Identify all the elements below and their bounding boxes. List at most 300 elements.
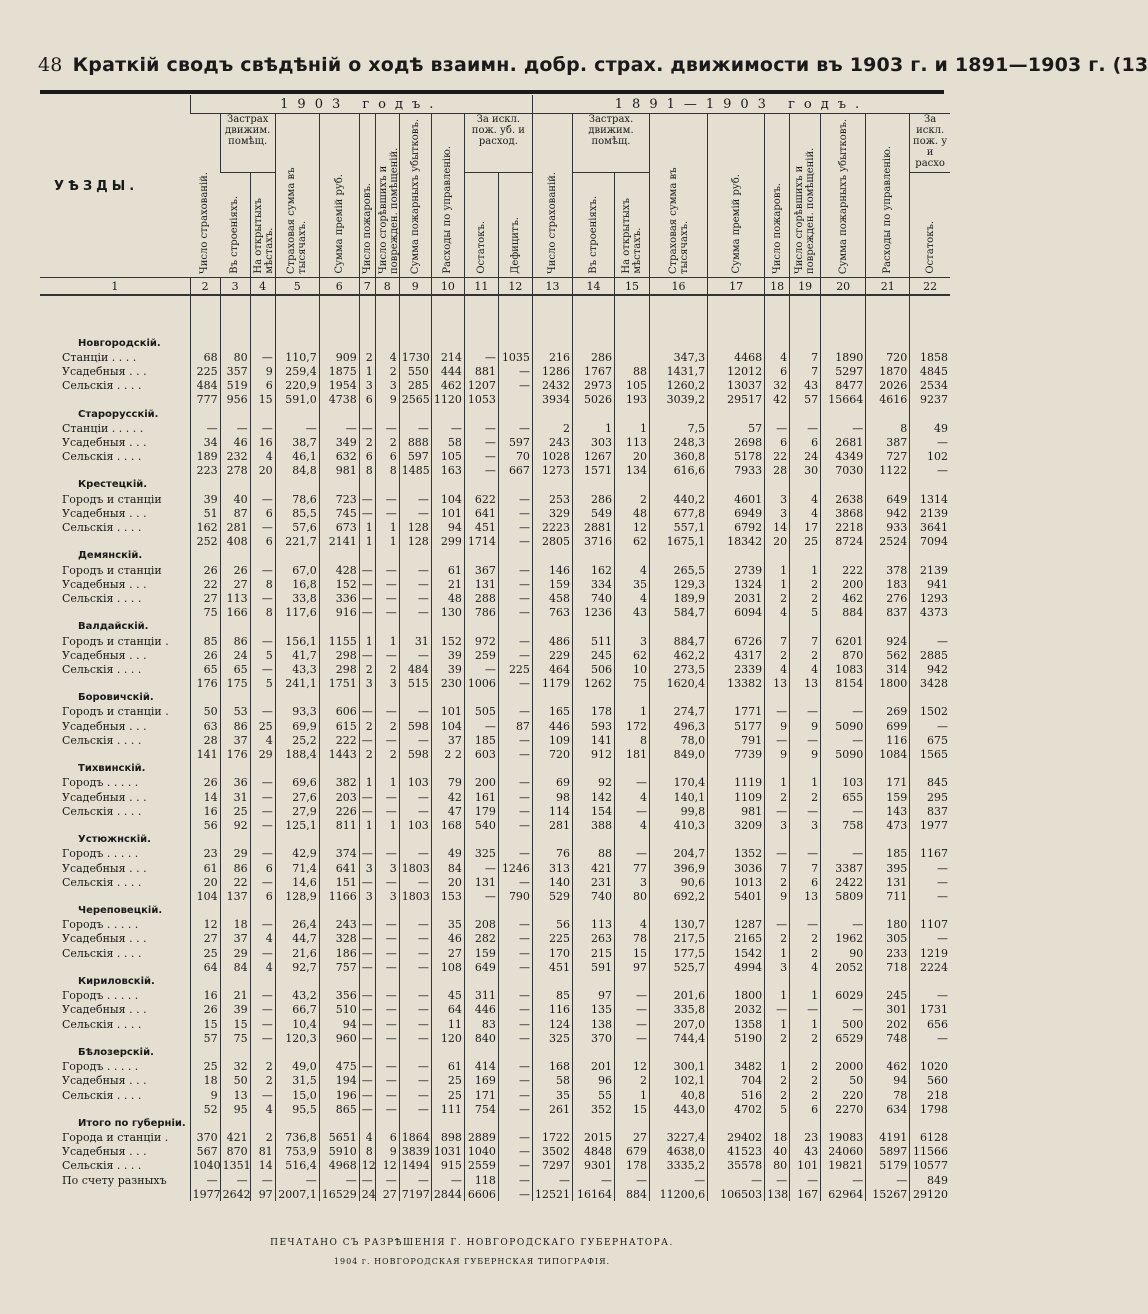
table-cell: 168: [431, 818, 464, 832]
col-header: Число страхованій.: [199, 171, 211, 274]
table-cell: [821, 833, 866, 847]
table-cell: 17: [790, 520, 821, 534]
table-cell: 6529: [821, 1031, 866, 1045]
table-cell: —: [375, 421, 399, 435]
column-number: 16: [650, 278, 708, 296]
table-cell: [464, 478, 498, 492]
table-cell: 519: [220, 379, 250, 393]
table-cell: 1977: [910, 818, 950, 832]
table-row: [40, 705, 950, 719]
table-cell: [572, 762, 614, 776]
col-header: Сумма премій руб.: [708, 114, 765, 278]
table-cell: [250, 691, 275, 705]
table-cell: 9: [765, 747, 790, 761]
table-cell: 1675,1: [650, 535, 708, 549]
table-cell: —: [375, 875, 399, 889]
table-cell: 9: [190, 1088, 220, 1102]
table-cell: 163: [431, 464, 464, 478]
spacer-cell: [250, 295, 275, 336]
table-cell: 12: [359, 1159, 375, 1173]
table-cell: [375, 833, 399, 847]
table-cell: 58: [532, 1074, 572, 1088]
column-number: 8: [375, 278, 399, 296]
table-cell: [790, 336, 821, 350]
table-cell: —: [498, 804, 532, 818]
table-cell: 870: [821, 648, 866, 662]
table-cell: 40: [765, 1145, 790, 1159]
table-cell: 5026: [572, 393, 614, 407]
table-cell: 34: [190, 435, 220, 449]
table-cell: [431, 904, 464, 918]
section-title: Боровичскій.: [78, 692, 154, 704]
table-cell: [498, 1045, 532, 1059]
table-cell: 1722: [532, 1131, 572, 1145]
table-cell: 39: [190, 492, 220, 506]
table-cell: 111: [431, 1102, 464, 1116]
table-cell: —: [464, 421, 498, 435]
table-cell: 1286: [532, 364, 572, 378]
table-cell: —: [615, 1017, 650, 1031]
table-cell: 13: [765, 677, 790, 691]
table-cell: 21: [220, 989, 250, 1003]
table-cell: [250, 478, 275, 492]
table-cell: 1035: [498, 350, 532, 364]
table-cell: 786: [464, 606, 498, 620]
table-cell: 1358: [708, 1017, 765, 1031]
table-cell: 40,8: [650, 1088, 708, 1102]
table-cell: 7: [790, 364, 821, 378]
table-cell: —: [319, 1173, 359, 1187]
table-cell: —: [399, 790, 431, 804]
table-cell: 2881: [572, 520, 614, 534]
column-number: 1: [40, 278, 190, 296]
table-cell: 20: [190, 875, 220, 889]
table-cell: 1: [765, 989, 790, 1003]
table-cell: 1053: [464, 393, 498, 407]
table-cell: 641: [464, 506, 498, 520]
table-cell: 188,4: [275, 747, 319, 761]
table-cell: —: [399, 1060, 431, 1074]
table-cell: 218: [910, 1088, 950, 1102]
table-cell: 382: [319, 776, 359, 790]
table-cell: 446: [532, 719, 572, 733]
table-cell: 31: [220, 790, 250, 804]
table-cell: [708, 762, 765, 776]
table-cell: [375, 478, 399, 492]
table-cell: 85: [532, 989, 572, 1003]
table-cell: —: [910, 861, 950, 875]
table-cell: —: [498, 506, 532, 520]
table-cell: 616,6: [650, 464, 708, 478]
table-cell: 120: [431, 1031, 464, 1045]
table-cell: —: [375, 1031, 399, 1045]
table-cell: [910, 407, 950, 421]
table-cell: 515: [399, 677, 431, 691]
table-cell: 349: [319, 435, 359, 449]
table-cell: [910, 1116, 950, 1130]
table-cell: 259: [464, 648, 498, 662]
row-label: Усадебныя . . .: [62, 1074, 147, 1088]
table-cell: 1: [765, 776, 790, 790]
table-cell: 500: [821, 1017, 866, 1031]
table-cell: 35578: [708, 1159, 765, 1173]
table-cell: 3428: [910, 677, 950, 691]
section-header-row: [40, 478, 950, 492]
table-cell: 25: [190, 1060, 220, 1074]
table-cell: 1: [615, 705, 650, 719]
table-cell: [910, 691, 950, 705]
table-cell: —: [910, 634, 950, 648]
table-cell: 15: [220, 1017, 250, 1031]
table-cell: 1314: [910, 492, 950, 506]
row-label: Сельскія . . . .: [62, 450, 142, 464]
section-title: Новгородскій.: [78, 337, 161, 349]
table-cell: 1870: [866, 364, 910, 378]
table-cell: 4702: [708, 1102, 765, 1116]
table-cell: —: [359, 1102, 375, 1116]
table-cell: 5090: [821, 719, 866, 733]
table-cell: —: [399, 804, 431, 818]
table-cell: 27,6: [275, 790, 319, 804]
table-cell: 179: [464, 804, 498, 818]
table-cell: 2559: [464, 1159, 498, 1173]
table-cell: [790, 691, 821, 705]
top-rule: [40, 90, 944, 94]
summary-table: [40, 95, 950, 1201]
table-cell: —: [790, 421, 821, 435]
table-cell: [498, 336, 532, 350]
spacer-cell: [572, 295, 614, 336]
table-cell: —: [910, 889, 950, 903]
table-cell: —: [498, 790, 532, 804]
table-cell: 225: [532, 932, 572, 946]
table-cell: [866, 762, 910, 776]
table-cell: 80: [220, 350, 250, 364]
table-cell: —: [399, 1088, 431, 1102]
table-cell: 6: [250, 861, 275, 875]
table-cell: 37: [220, 733, 250, 747]
table-cell: 506: [572, 662, 614, 676]
spacer-cell: [190, 295, 220, 336]
table-cell: 557,1: [650, 520, 708, 534]
table-cell: 1: [359, 535, 375, 549]
table-cell: 152: [319, 577, 359, 591]
table-cell: [399, 620, 431, 634]
table-cell: —: [790, 705, 821, 719]
table-cell: 1494: [399, 1159, 431, 1173]
table-cell: 57: [790, 393, 821, 407]
table-cell: 189: [190, 450, 220, 464]
row-label: Усадебныя . . .: [62, 861, 147, 875]
table-cell: 8: [250, 577, 275, 591]
row-label: [40, 960, 190, 974]
table-cell: —: [375, 705, 399, 719]
table-cell: 14: [765, 520, 790, 534]
table-cell: 634: [866, 1102, 910, 1116]
table-cell: [765, 620, 790, 634]
table-cell: 2698: [708, 435, 765, 449]
table-cell: 777: [190, 393, 220, 407]
table-cell: [532, 407, 572, 421]
table-cell: [275, 1116, 319, 1130]
table-cell: 956: [220, 393, 250, 407]
table-cell: 131: [866, 875, 910, 889]
table-cell: [615, 478, 650, 492]
table-cell: 16: [190, 804, 220, 818]
table-cell: 97: [615, 960, 650, 974]
table-cell: —: [250, 946, 275, 960]
table-cell: [250, 1116, 275, 1130]
col-header: Сумма премій руб.: [319, 114, 359, 278]
table-cell: 540: [464, 818, 498, 832]
table-cell: 1: [765, 563, 790, 577]
table-cell: 5651: [319, 1131, 359, 1145]
table-cell: —: [765, 733, 790, 747]
table-cell: 1167: [910, 847, 950, 861]
table-cell: —: [375, 606, 399, 620]
table-cell: 1962: [821, 932, 866, 946]
table-cell: 69,9: [275, 719, 319, 733]
table-cell: 87: [498, 719, 532, 733]
table-cell: 3: [615, 634, 650, 648]
table-cell: 4: [615, 818, 650, 832]
table-cell: 7297: [532, 1159, 572, 1173]
table-cell: [615, 1045, 650, 1059]
table-cell: 103: [821, 776, 866, 790]
table-cell: [790, 974, 821, 988]
table-cell: 201: [572, 1060, 614, 1074]
table-cell: 15: [250, 393, 275, 407]
table-cell: 64: [431, 1003, 464, 1017]
table-cell: —: [359, 492, 375, 506]
table-cell: 113: [615, 435, 650, 449]
table-cell: 3: [375, 379, 399, 393]
column-number: 12: [498, 278, 532, 296]
table-cell: 4845: [910, 364, 950, 378]
table-cell: 286: [572, 492, 614, 506]
table-cell: [359, 1116, 375, 1130]
table-cell: —: [250, 563, 275, 577]
row-label: Городъ и станціи .: [62, 705, 169, 719]
table-cell: 510: [319, 1003, 359, 1017]
table-cell: 1: [375, 520, 399, 534]
table-cell: 1803: [399, 889, 431, 903]
table-cell: 615: [319, 719, 359, 733]
section-header-row: [40, 620, 950, 634]
column-number: 19: [790, 278, 821, 296]
footer-imprimatur: ПЕЧАТАНО СЪ РАЗРѢШЕНІЯ Г. НОВГОРОДСКАГО ГУБЕРНАТОРА.: [270, 1238, 674, 1248]
table-cell: 5179: [866, 1159, 910, 1173]
table-cell: 55: [572, 1088, 614, 1102]
table-cell: 86: [220, 719, 250, 733]
table-cell: [375, 762, 399, 776]
table-cell: 2: [250, 1131, 275, 1145]
column-number: 3: [220, 278, 250, 296]
table-cell: [359, 691, 375, 705]
section-header-row: [40, 336, 950, 350]
table-cell: 475: [319, 1060, 359, 1074]
section-title: Череповецкій.: [78, 905, 163, 917]
row-label: Сельскія . . . .: [62, 875, 142, 889]
table-cell: 4: [765, 350, 790, 364]
table-cell: 259,4: [275, 364, 319, 378]
table-cell: 13382: [708, 677, 765, 691]
row-label: [40, 1031, 190, 1045]
table-cell: —: [375, 1173, 399, 1187]
table-cell: [650, 1116, 708, 1130]
table-cell: 744,4: [650, 1031, 708, 1045]
table-cell: 26: [190, 563, 220, 577]
table-cell: 2844: [431, 1187, 464, 1201]
col-header: Въ строеніяхъ.: [229, 196, 241, 274]
table-cell: [431, 833, 464, 847]
table-cell: [790, 549, 821, 563]
table-cell: 93,3: [275, 705, 319, 719]
table-cell: —: [319, 421, 359, 435]
table-cell: 2: [615, 1074, 650, 1088]
table-cell: 597: [399, 450, 431, 464]
table-cell: [532, 691, 572, 705]
table-cell: [375, 620, 399, 634]
table-cell: —: [190, 421, 220, 435]
table-cell: 75: [220, 1031, 250, 1045]
table-cell: [650, 833, 708, 847]
table-cell: —: [359, 563, 375, 577]
table-cell: —: [910, 989, 950, 1003]
table-cell: 704: [708, 1074, 765, 1088]
row-label: [40, 1102, 190, 1116]
table-cell: 3: [765, 506, 790, 520]
table-cell: 933: [866, 520, 910, 534]
table-cell: 141: [572, 733, 614, 747]
table-cell: 114: [532, 804, 572, 818]
table-cell: 39: [431, 648, 464, 662]
table-cell: 1084: [866, 747, 910, 761]
table-cell: 2: [765, 1088, 790, 1102]
row-label: Усадебныя . . .: [62, 1145, 147, 1159]
table-cell: 38,7: [275, 435, 319, 449]
column-number: 5: [275, 278, 319, 296]
table-cell: [532, 974, 572, 988]
table-cell: 104: [431, 492, 464, 506]
table-cell: 94: [866, 1074, 910, 1088]
table-row: [40, 577, 950, 591]
table-cell: —: [498, 606, 532, 620]
table-cell: [790, 620, 821, 634]
table-row: [40, 1159, 950, 1173]
table-cell: 5: [790, 606, 821, 620]
table-cell: [319, 336, 359, 350]
table-cell: [431, 691, 464, 705]
table-cell: 2: [790, 648, 821, 662]
table-cell: 5401: [708, 889, 765, 903]
table-cell: 1864: [399, 1131, 431, 1145]
table-cell: 4848: [572, 1145, 614, 1159]
table-cell: —: [359, 1031, 375, 1045]
section-header-row: [40, 407, 950, 421]
table-cell: 24: [220, 648, 250, 662]
spacer-cell: [615, 295, 650, 336]
table-cell: —: [910, 932, 950, 946]
table-cell: —: [464, 861, 498, 875]
table-cell: —: [498, 1003, 532, 1017]
table-cell: 1: [359, 364, 375, 378]
table-cell: 185: [866, 847, 910, 861]
table-cell: 2: [790, 591, 821, 605]
table-cell: 649: [866, 492, 910, 506]
table-cell: 1954: [319, 379, 359, 393]
table-cell: 1083: [821, 662, 866, 676]
table-cell: —: [375, 1060, 399, 1074]
table-cell: 7: [765, 861, 790, 875]
table-cell: [319, 833, 359, 847]
table-cell: —: [615, 1003, 650, 1017]
table-cell: 94: [431, 520, 464, 534]
table-cell: 6: [375, 450, 399, 464]
table-cell: 677,8: [650, 506, 708, 520]
spacer-cell: [821, 295, 866, 336]
table-cell: [375, 336, 399, 350]
table-cell: 912: [572, 747, 614, 761]
table-cell: 567: [190, 1145, 220, 1159]
table-cell: 5910: [319, 1145, 359, 1159]
table-cell: 162: [190, 520, 220, 534]
table-cell: 334: [572, 577, 614, 591]
table-cell: 253: [532, 492, 572, 506]
table-cell: 18: [220, 918, 250, 932]
table-cell: [866, 549, 910, 563]
subtotal-row: [40, 1102, 950, 1116]
table-cell: 1: [790, 563, 821, 577]
table-cell: 2: [250, 1074, 275, 1088]
table-cell: 27: [431, 946, 464, 960]
table-cell: 83: [464, 1017, 498, 1031]
table-cell: 226: [319, 804, 359, 818]
row-label: [40, 535, 190, 549]
table-cell: —: [464, 464, 498, 478]
table-cell: 3: [359, 889, 375, 903]
col-header: Сумма пожарныхъ убытковъ.: [399, 114, 431, 278]
table-cell: 6201: [821, 634, 866, 648]
table-cell: 13: [790, 677, 821, 691]
table-row: [40, 662, 950, 676]
table-row: [40, 506, 950, 520]
table-row: [40, 421, 950, 435]
table-cell: 462: [866, 1060, 910, 1074]
table-cell: 21,6: [275, 946, 319, 960]
table-cell: 1352: [708, 847, 765, 861]
table-cell: 3: [359, 677, 375, 691]
table-cell: 915: [431, 1159, 464, 1173]
table-cell: 154: [572, 804, 614, 818]
table-cell: 1767: [572, 364, 614, 378]
table-cell: 134: [615, 464, 650, 478]
table-cell: 67,0: [275, 563, 319, 577]
table-cell: 673: [319, 520, 359, 534]
table-cell: 90: [821, 946, 866, 960]
table-cell: [399, 762, 431, 776]
table-cell: 140,1: [650, 790, 708, 804]
table-cell: 1040: [190, 1159, 220, 1173]
table-cell: —: [821, 705, 866, 719]
table-cell: 2165: [708, 932, 765, 946]
table-cell: [464, 1045, 498, 1059]
table-cell: [220, 549, 250, 563]
table-row: [40, 648, 950, 662]
table-cell: 473: [866, 818, 910, 832]
table-cell: 679: [615, 1145, 650, 1159]
table-cell: 13037: [708, 379, 765, 393]
